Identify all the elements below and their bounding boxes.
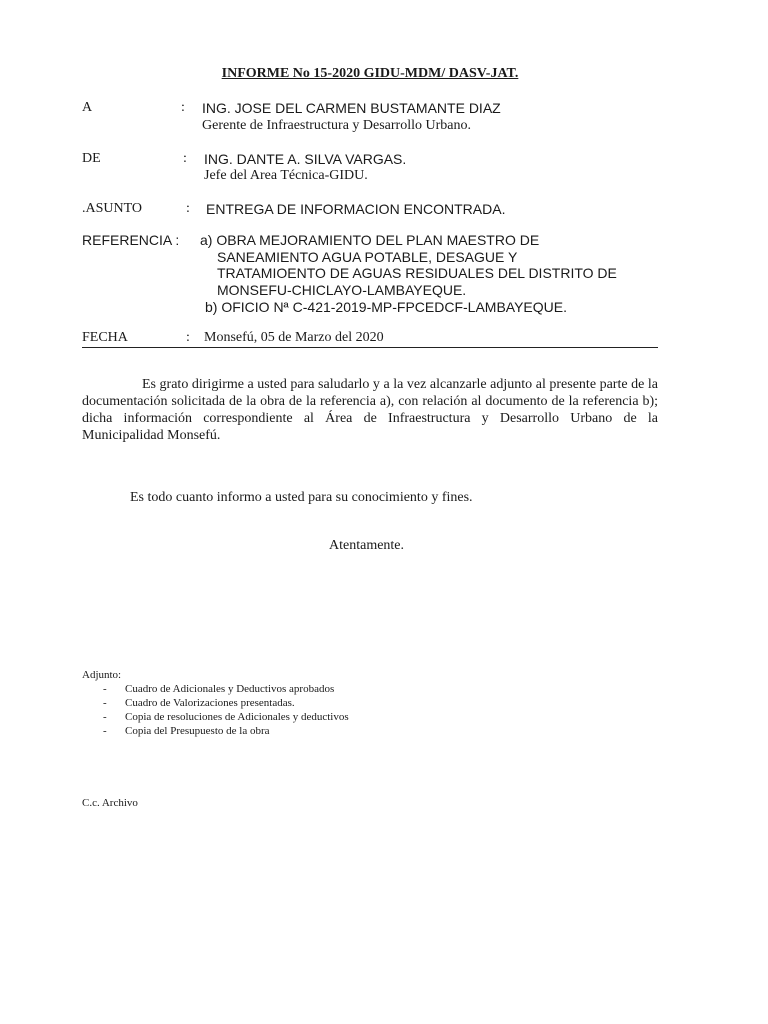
subject-text: ENTREGA DE INFORMACION ENCONTRADA. <box>206 201 506 217</box>
regards: Atentamente. <box>329 538 405 553</box>
reference-a-line3: TRATAMIOENTO DE AGUAS RESIDUALES DEL DISTRITO DE <box>217 265 617 281</box>
date-text: Monsefú, 05 de Marzo del 2020 <box>204 330 384 345</box>
body-paragraph: Es grato dirigirme a usted para saludarlo y a la vez alcanzarle adjunto al presente parte de la documentación solicitada de la obra de la referencia a), con relación al documento de la referencia b); dicha información correspondiente al Área de Infraestructura y Desarrollo Urbano de la Municipalidad Monsefú. <box>82 377 658 443</box>
closing-line: Es todo cuanto informo a usted para su conocimiento y fines. <box>130 490 473 505</box>
attachment-item <box>103 682 334 696</box>
attachment-text: Cuadro de Valorizaciones presentadas. <box>125 697 295 709</box>
subject-colon: : <box>186 201 190 216</box>
to-colon: : <box>181 100 185 115</box>
bullet-dash: - <box>103 711 107 723</box>
reference-a-line2: SANEAMIENTO AGUA POTABLE, DESAGUE Y <box>217 249 518 265</box>
reference-label: REFERENCIA : <box>82 232 180 248</box>
from-colon: : <box>183 151 187 166</box>
to-position: Gerente de Infraestructura y Desarrollo Urbano. <box>202 118 471 133</box>
attachment-text: Copia del Presupuesto de la obra <box>125 725 270 737</box>
from-position: Jefe del Area Técnica-GIDU. <box>204 168 368 183</box>
attachment-item <box>103 696 295 710</box>
cc-line: C.c. Archivo <box>82 797 138 809</box>
subject-label: .ASUNTO <box>82 201 143 216</box>
attachments-heading: Adjunto: <box>82 669 122 681</box>
to-label: A <box>82 100 93 115</box>
to-name: ING. JOSE DEL CARMEN BUSTAMANTE DIAZ <box>202 100 501 116</box>
document-title: INFORME No 15-2020 GIDU-MDM/ DASV-JAT. <box>221 66 519 81</box>
bullet-dash: - <box>103 683 107 695</box>
bullet-dash: - <box>103 697 107 709</box>
date-label: FECHA <box>82 330 128 345</box>
header-divider <box>82 347 658 348</box>
reference-a-line4: MONSEFU-CHICLAYO-LAMBAYEQUE. <box>217 282 467 298</box>
attachment-text: Copia de resoluciones de Adicionales y deductivos <box>125 711 349 723</box>
bullet-dash: - <box>103 725 107 737</box>
date-colon: : <box>186 330 190 345</box>
reference-b-line: b) OFICIO Nª C-421-2019-MP-FPCEDCF-LAMBAYEQUE. <box>205 299 567 315</box>
reference-a-line1: a) OBRA MEJORAMIENTO DEL PLAN MAESTRO DE <box>200 232 540 248</box>
attachment-item <box>103 724 270 738</box>
from-label: DE <box>82 151 101 166</box>
attachment-text: Cuadro de Adicionales y Deductivos aprobados <box>125 683 335 695</box>
attachment-item <box>103 710 349 724</box>
from-name: ING. DANTE A. SILVA VARGAS. <box>204 151 407 167</box>
